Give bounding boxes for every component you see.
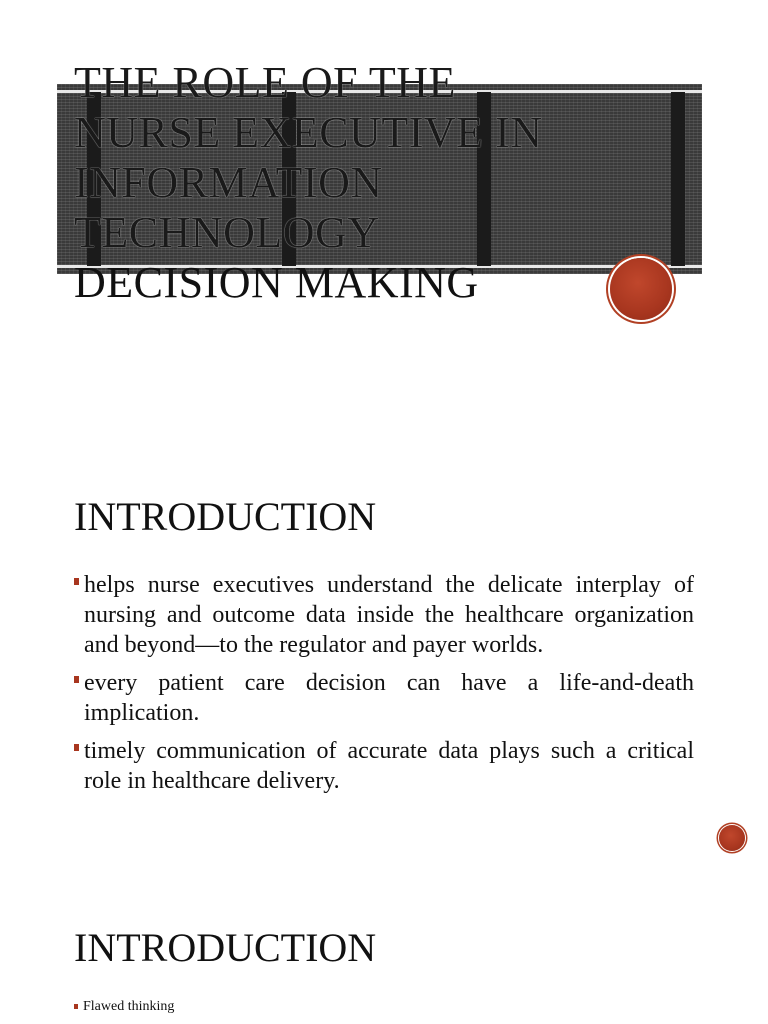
introduction-slide <box>0 470 768 870</box>
title-slide <box>0 0 768 400</box>
bullet-list <box>74 570 694 804</box>
band-bar <box>671 92 685 266</box>
decorative-circle-icon <box>610 258 672 320</box>
slide-title <box>74 58 634 308</box>
list-item: helps nurse executives understand the delicate interplay of nursing and outcome data inside the healthcare organization and beyond—to the regulator and payer worlds. <box>74 570 694 660</box>
title-line: INFORMATION <box>74 158 383 207</box>
title-line: NURSE EXECUTIVE IN <box>74 108 543 157</box>
bullet-list <box>74 998 374 1024</box>
slide-heading: INTRODUCTION <box>74 494 377 539</box>
title-line: DECISION MAKING <box>74 258 479 307</box>
list-item: every patient care decision can have a life-and-death implication. <box>74 668 694 728</box>
list-item: timely communication of accurate data plays such a critical role in healthcare delivery. <box>74 736 694 796</box>
decorative-circle-icon <box>719 825 745 851</box>
list-item: Flawed thinking <box>74 998 374 1016</box>
title-line: TECHNOLOGY <box>74 208 380 257</box>
slide-heading: INTRODUCTION <box>74 925 377 970</box>
title-line: THE ROLE OF THE <box>74 58 456 107</box>
introduction-slide-2 <box>0 900 768 1024</box>
